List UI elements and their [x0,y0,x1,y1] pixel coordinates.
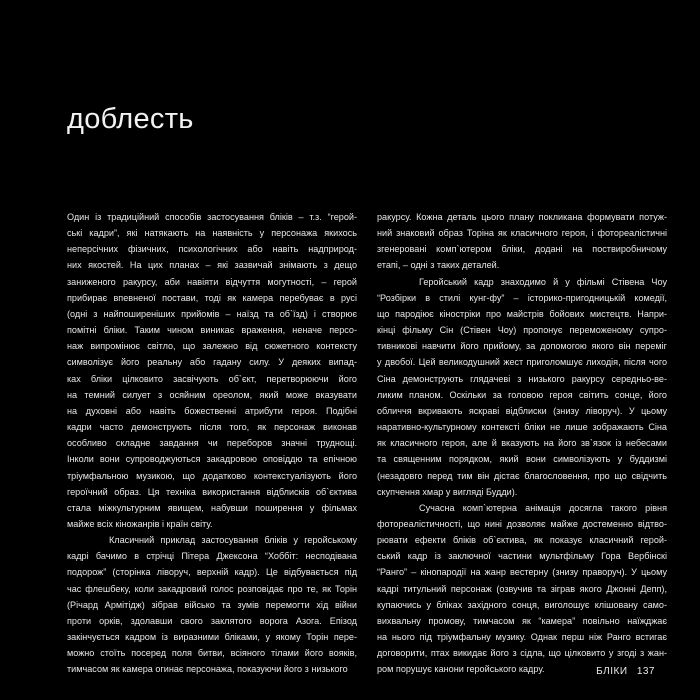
text-line: ські кадри”, які натякають на наявність у персонажа якихось [67,228,357,239]
text-line: (одні з найпоширеніших прийомів – наїзд та об`їзд) і створює [67,308,357,319]
text-line: ках бліки цілковито засвічують об`єкт, перетворюючи його [67,373,357,384]
text-line: кадрі бачимо в стрічці Пітера Джексона “Хоббіт: несподівана [67,551,357,562]
text-line: “Розбірки в стилі кунг-фу” – історико-пригодницькій комедії, [377,292,667,303]
text-line: (Річард Армітідж) зібрав військо та зумів перемогти хід війни [67,599,357,610]
text-line: (незадовго перед тим він дістає благословення, про що свідчить [377,470,667,481]
text-line: кадрі титульний персонаж (озвучив та зіграв якого Джонні Депп), [377,583,667,594]
text-line: майже всіх кіножанрів і країн світу. [67,518,213,529]
right-text-column [377,209,667,678]
text-line: фотореалістичності, що нині дозволяє майже достеменно відтво- [377,518,667,529]
text-line: етапі, – одні з таких деталей. [377,260,500,271]
text-line: “Ранго” – кінопародії на жанр вестерну (знизу праворуч). У цьому [377,567,667,578]
text-line: вихвальну промову, тимчасом як “камера” повільно наїжджає [377,615,667,626]
text-line: стала міжкультурним явищем, набувши поширення у фільмах [67,502,357,513]
text-line: Геройський кадр знаходимо й у фільмі Стівена Чоу [419,276,667,287]
text-line: особливо складне завдання чи переборов значні труднощі. [67,438,357,449]
text-line: обличчя вкривають яскраві відблиски (знизу ліворуч). У цьому [377,405,667,416]
text-line: закінчується кадром із виразними бліками, у якому Торін пере- [67,632,357,643]
text-line: них якостей. На цих планах – які зазвичай знімають з дещо [67,260,357,271]
text-line: як класичного героя, але й вказують на його зв`язок із небесами [377,438,667,449]
text-line: ром порушує канони геройського кадру. [377,664,545,675]
text-line: ракурсу. Кожна деталь цього плану покликана формувати потуж- [377,212,667,222]
text-line: проти орків, здолавши свого заклятого ворога Азога. Епізод [67,615,357,626]
text-line: купаючись у бліках західного сонця, виголошує клішовану само- [377,599,667,610]
text-line: заниженого ракурсу, аби навіяти відчуття могутності, – герой [67,276,357,287]
text-line: та священним порядком, який вони символізують у буддизмі [377,454,667,465]
text-line: тивникові навчити його прийому, за допомогою якого він переміг [377,341,667,352]
text-line: символізує його реальну або гадану силу. У деяких випад- [67,357,357,368]
text-line: прибирає впевненої постави, тоді як камера перебуває в русі [67,292,357,303]
page-number: 137 [636,666,655,677]
text-line: Сіна демонструють глядачеві з низького ракурсу середньо-ве- [377,373,667,384]
text-line: час флешбеку, коли закадровий голос розповідає про те, як Торін [67,583,357,594]
text-line: скупчення хмар у вигляді Будди). [377,486,518,497]
text-line: можно стоїть посеред поля битви, всіяного тілами його вояків, [67,648,357,659]
left-text-column [67,209,357,678]
text-line: договорити, птах викидає його з сідла, що цілковито у згоді з жан- [377,648,667,659]
text-line: ний знаковий образ Торіна як класичного героя, і фотореалістичні [377,228,667,239]
text-line: наж випромінює світло, що залежно від сюжетного контексту [67,341,357,352]
text-line: тріумфальною музикою, що додатково контекстуалізують його [67,470,357,481]
text-line: на нього під тріумфальну музику. Однак перш ніж Ранго встигає [377,632,667,643]
text-line: Класичний приклад застосування бліків у геройському [109,535,357,546]
text-line: у двобої. Цей великодушний жест приголомшує лиходія, після чого [377,357,667,368]
text-line: ликим планом. Оскільки за головою героя світить сонце, його [377,389,667,400]
page-footer [596,666,655,677]
text-line: наративно-культурному контексті бліки не лише зображають Сіна [377,422,667,433]
text-line: на темний силует з осяйним ореолом, який може вказувати [67,389,357,400]
text-line: подорож” (сторінка ліворуч, верхній кадр). Це відбувається під [67,567,357,578]
text-line: тимчасом як камера огинає персонажа, показуючи його з низького [67,664,348,675]
text-line: неперсічних фізичних, психологічних або навіть надприрод- [67,244,357,255]
text-line: Інколи вони супроводжуються закадровою оповіддю та епічною [67,454,357,465]
text-line: рювати ефекти бліків об`єктива, як показує класичний герой- [377,535,667,546]
text-line: помітні бліки. Таким чином виникає враження, неначе персо- [67,325,357,336]
text-line: героїчний образ. Ця техніка використання відблисків об`єктива [67,486,357,497]
text-line: кінці фільму Сін (Стівен Чоу) пропонує переможеному супро- [377,325,667,336]
text-line: на духовні або навіть божественні атрибути героя. Подібні [67,405,357,416]
page-title: доблесть [67,103,194,135]
text-line: кадри часто демонструють після того, як персонаж виконав [67,422,357,433]
running-header-section: БЛІКИ [596,666,628,677]
text-line: що пародіює кіностріки про майстрів бойових мистецтв. Напри- [377,308,667,319]
text-line: ський кадр із заключної частини мультфільму Гора Вербінскі [377,551,667,562]
text-line: Один із традиційний способів застосування бліків – т.з. “герой- [67,212,357,222]
text-line: згенеровані комп`ютером бліки, додані на поствиробничому [377,244,667,255]
text-line: Сучасна комп`ютерна анімація досягла такого рівня [419,502,667,513]
